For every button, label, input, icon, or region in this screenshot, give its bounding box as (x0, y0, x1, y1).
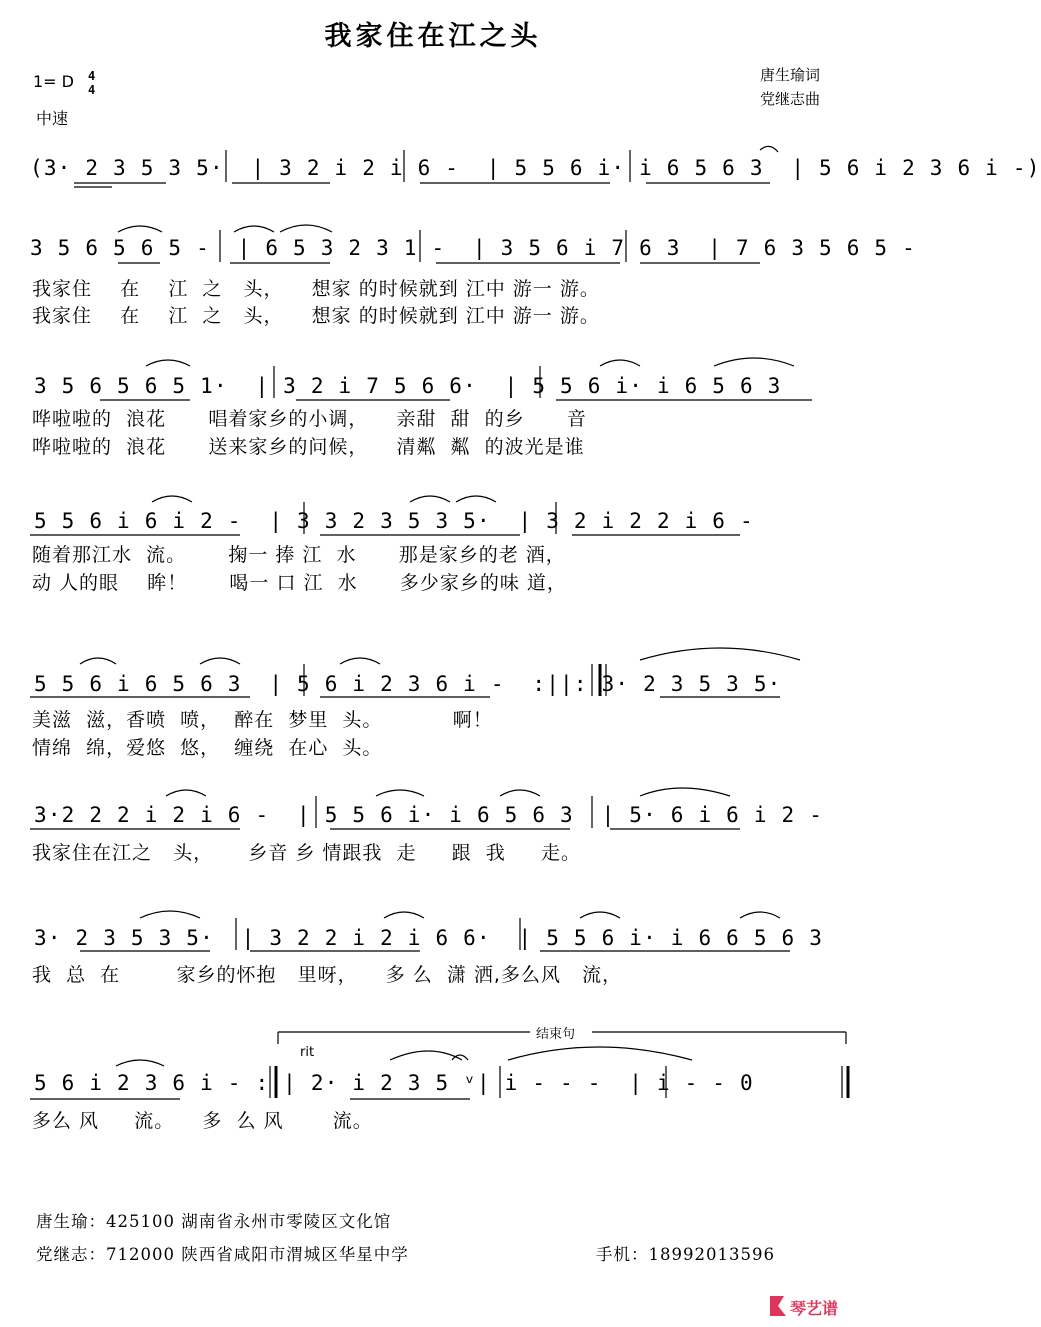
slur (500, 790, 540, 796)
lyricist-credit: 唐生瑜词 (760, 66, 821, 84)
lyric-line-3a: 哗啦啦的 浪花 唱着家乡的小调， 亲甜 甜 的乡 音 (32, 408, 587, 430)
brand-logo-text: 琴艺谱 (790, 1299, 839, 1318)
composer-credit: 党继志曲 (760, 90, 821, 108)
footer-address-composer: 党继志：712000 陕西省咸阳市渭城区华星中学 (36, 1245, 409, 1264)
lyric-line-2a: 我家住 在 江 之 头， 想家 的时候就到 江中 游一 游。 (32, 278, 600, 300)
slur (390, 1051, 462, 1060)
slur (146, 360, 190, 366)
slur (140, 911, 200, 918)
slur (640, 648, 800, 660)
slur (740, 912, 780, 918)
notation-line-4: 5 5 6 i 6 i 2 - | 3 3 2 3 5 3 5· | 3 2 i 2 2 i 6 - (34, 509, 754, 533)
tempo-marking: 中速 (36, 109, 69, 128)
slur (508, 1047, 692, 1060)
slur (116, 1060, 164, 1066)
slur (384, 912, 424, 918)
notation-line-6: 3·2 2 2 i 2 i 6 - | 5 5 6 i· i 6 5 6 3 | 5· 6 i 6 i 2 - (34, 803, 824, 827)
grace-slur (760, 146, 778, 152)
rit-marking: rit (300, 1045, 315, 1060)
slur (376, 790, 424, 796)
lyric-line-7: 我 总 在 家乡的怀抱 里呀， 多 么 潇 洒,多么风 流， (32, 964, 623, 986)
slur (714, 358, 794, 366)
footer-phone: 手机：18992013596 (596, 1245, 775, 1264)
notation-line-3: 3 5 6 5 6 5 1· | 3 2 i 7 5 6 6· | 5 5 6 i· i 6 5 6 3 (34, 374, 782, 398)
lyric-line-4a: 随着那江水 流。 掬一 捧 江 水 那是家乡的老 酒， (32, 544, 566, 566)
time-signature-bottom: 4 (88, 83, 96, 97)
time-signature-top: 4 (88, 69, 96, 83)
slur (200, 658, 240, 664)
slur (340, 658, 380, 664)
slur (234, 226, 274, 232)
slur (80, 658, 116, 664)
notation-line-8: 5 6 i 2 3 6 i - :|| 2· i 2 3 5 ᵛ| i - - - | i - - 0 (34, 1071, 754, 1095)
lyric-line-4b: 动 人的眼 眸！ 喝一 口 江 水 多少家乡的味 道， (32, 572, 567, 594)
slur (152, 496, 192, 502)
brand-logo-icon (770, 1296, 786, 1316)
slur (640, 788, 730, 796)
slur (280, 225, 332, 232)
lyric-line-2b: 我家住 在 江 之 头， 想家 的时候就到 江中 游一 游。 (32, 305, 600, 327)
lyric-line-5b: 情绵 绵，爱悠 悠， 缠绕 在心 头。 (32, 737, 383, 759)
slur (118, 226, 162, 232)
slur (166, 790, 206, 796)
notation-line-5: 5 5 6 i 6 5 6 3 | 5 6 i 2 3 6 i - :||: 3· 2 3 5 3 5· (34, 672, 782, 696)
key-signature: 1= D (33, 72, 74, 91)
notation-line-1: (3· 2 3 5 3 5· | 3 2 i 2 i 6 - | 5 5 6 i· i 6 5 6 3 | 5 6 i 2 3 6 i -) (30, 156, 1041, 180)
slur (600, 360, 640, 366)
slur (456, 496, 496, 502)
notation-line-2: 3 5 6 5 6 5 - | 6 5 3 2 3 1 - | 3 5 6 i 7 6 3 | 7 6 3 5 6 5 - (30, 236, 916, 260)
slur (410, 496, 450, 502)
lyric-line-8: 多么 风 流。 多 么 风 流。 (32, 1110, 373, 1132)
notation-line-7: 3· 2 3 5 3 5· | 3 2 2 i 2 i 6 6· | 5 5 6 i· i 6 6 5 6 3 (34, 926, 824, 950)
lyric-line-5a: 美滋 滋，香喷 喷， 醉在 梦里 头。 啊！ (32, 709, 493, 731)
lyric-line-3b: 哗啦啦的 浪花 送来家乡的问候， 清粼 粼 的波光是谁 (32, 436, 585, 458)
ending-label: 结束句 (536, 1027, 576, 1042)
page-title: 我家住在江之头 (324, 21, 542, 52)
slur (580, 912, 620, 918)
lyric-line-6: 我家住在江之 头， 乡音 乡 情跟我 走 跟 我 走。 (32, 842, 581, 864)
footer-address-lyricist: 唐生瑜：425100 湖南省永州市零陵区文化馆 (36, 1212, 392, 1231)
